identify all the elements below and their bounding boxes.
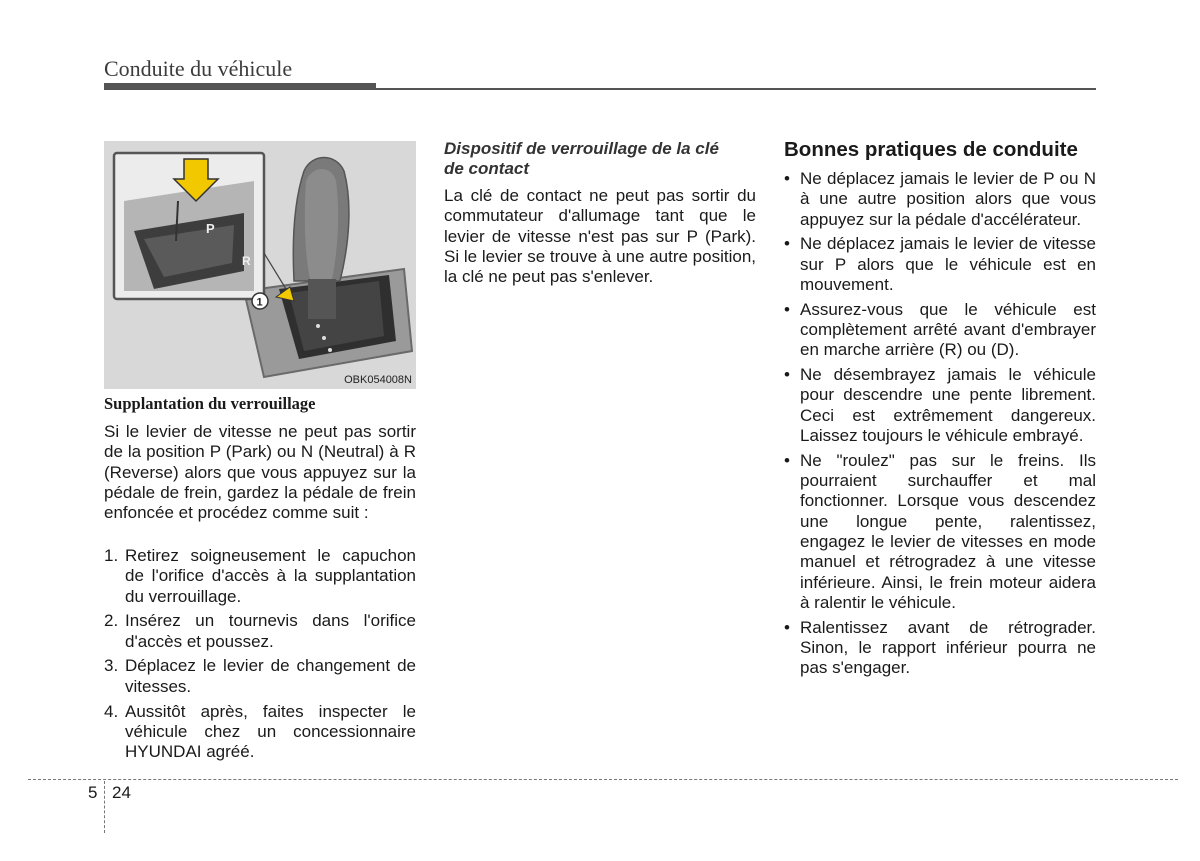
chapter-title: Conduite du véhicule: [104, 56, 293, 81]
tip-text: Ralentissez avant de rétrograder. Sinon, le rapport inférieur pourra ne pas s'engager.: [800, 617, 1096, 678]
list-item: [104, 611, 416, 652]
tip-text: Ne "roulez" pas sur le freins. Ils pourraient surchauffer et mal fonctionner. Lorsque vous descendez une longue pente, ralentissez, engagez le levier de vitesses en mode manuel et rétrogradez à une vitesse inférieure. Ainsi, le frein moteur aidera à ralentir le véhicule.: [800, 450, 1096, 612]
step-number: 2.: [104, 611, 119, 631]
step-text: Retirez soigneusement le capuchon de l'orifice d'accès à la supplantation du verrouillage.: [125, 546, 416, 606]
callout-number: 1: [256, 296, 263, 309]
section-number: 5: [88, 783, 98, 802]
step-number: 1.: [104, 546, 119, 565]
figure-code: OBK054008N: [344, 374, 412, 386]
gear-shift-illustration: [104, 141, 416, 389]
list-item: [784, 365, 1096, 446]
bullet-icon: •: [784, 365, 790, 385]
footer-rule: [28, 779, 1178, 780]
list-item: [784, 169, 1096, 230]
list-item: [784, 234, 1096, 295]
bullet-icon: •: [784, 299, 790, 319]
list-item: [104, 546, 416, 607]
step-text: Déplacez le levier de changement de vitesses.: [125, 656, 416, 696]
list-item: [784, 451, 1096, 613]
header-rule-thin: [376, 88, 1096, 90]
step-text: Aussitôt après, faites inspecter le véhicule chez un concessionnaire HYUNDAI agréé.: [125, 701, 416, 762]
override-intro: Si le levier de vitesse ne peut pas sortir de la position P (Park) ou N (Neutral) à R (Reverse) alors que vous appuyez sur la pédale de frein, gardez la pédale de frein enfoncée et procédez comme suit :: [104, 422, 416, 523]
bullet-icon: •: [784, 169, 790, 188]
list-item: [784, 618, 1096, 679]
tip-text: Ne désembrayez jamais le véhicule pour descendre une pente librement. Ceci est extrêmement dangereux. Laissez toujours le véhicule embrayé.: [800, 365, 1096, 446]
step-text: Insérez un tournevis dans l'orifice d'accès et poussez.: [125, 611, 416, 651]
tip-text: Ne déplacez jamais le levier de vitesse sur P alors que le véhicule est en mouvement.: [800, 234, 1096, 294]
list-item: [104, 702, 416, 763]
list-item: [104, 656, 416, 697]
section-heading-override: Supplantation du verrouillage: [104, 394, 316, 413]
page-number: 24: [112, 783, 131, 802]
bullet-icon: •: [784, 617, 790, 637]
step-number: 4.: [104, 701, 119, 721]
section-heading-key-lock: Dispositif de verrouillage de la clé de contact: [444, 139, 719, 178]
driving-tips-list: [784, 169, 1096, 683]
gear-shift-drawing: [104, 141, 416, 389]
section-heading-driving-tips: Bonnes pratiques de conduite: [784, 138, 1078, 161]
list-item: [784, 300, 1096, 361]
step-number: 3.: [104, 656, 119, 676]
header-rule-thick: [104, 83, 376, 90]
bullet-icon: •: [784, 450, 790, 470]
inset-letter-p: P: [206, 221, 215, 236]
override-steps: [104, 546, 416, 767]
tip-text: Assurez-vous que le véhicule est complètement arrêté avant d'embrayer en marche arrière (R) ou (D).: [800, 299, 1096, 360]
footer-divider: [104, 781, 105, 833]
key-lock-body: La clé de contact ne peut pas sortir du commutateur d'allumage tant que le levier de vitesse n'est pas sur P (Park). Si le levier se trouve à une autre position, la clé ne peut pas s'enlever.: [444, 186, 756, 287]
inset-letter-r: R: [242, 254, 251, 268]
tip-text: Ne déplacez jamais le levier de P ou N à une autre position alors que vous appuyez sur la pédale d'accélérateur.: [800, 169, 1096, 229]
bullet-icon: •: [784, 234, 790, 254]
